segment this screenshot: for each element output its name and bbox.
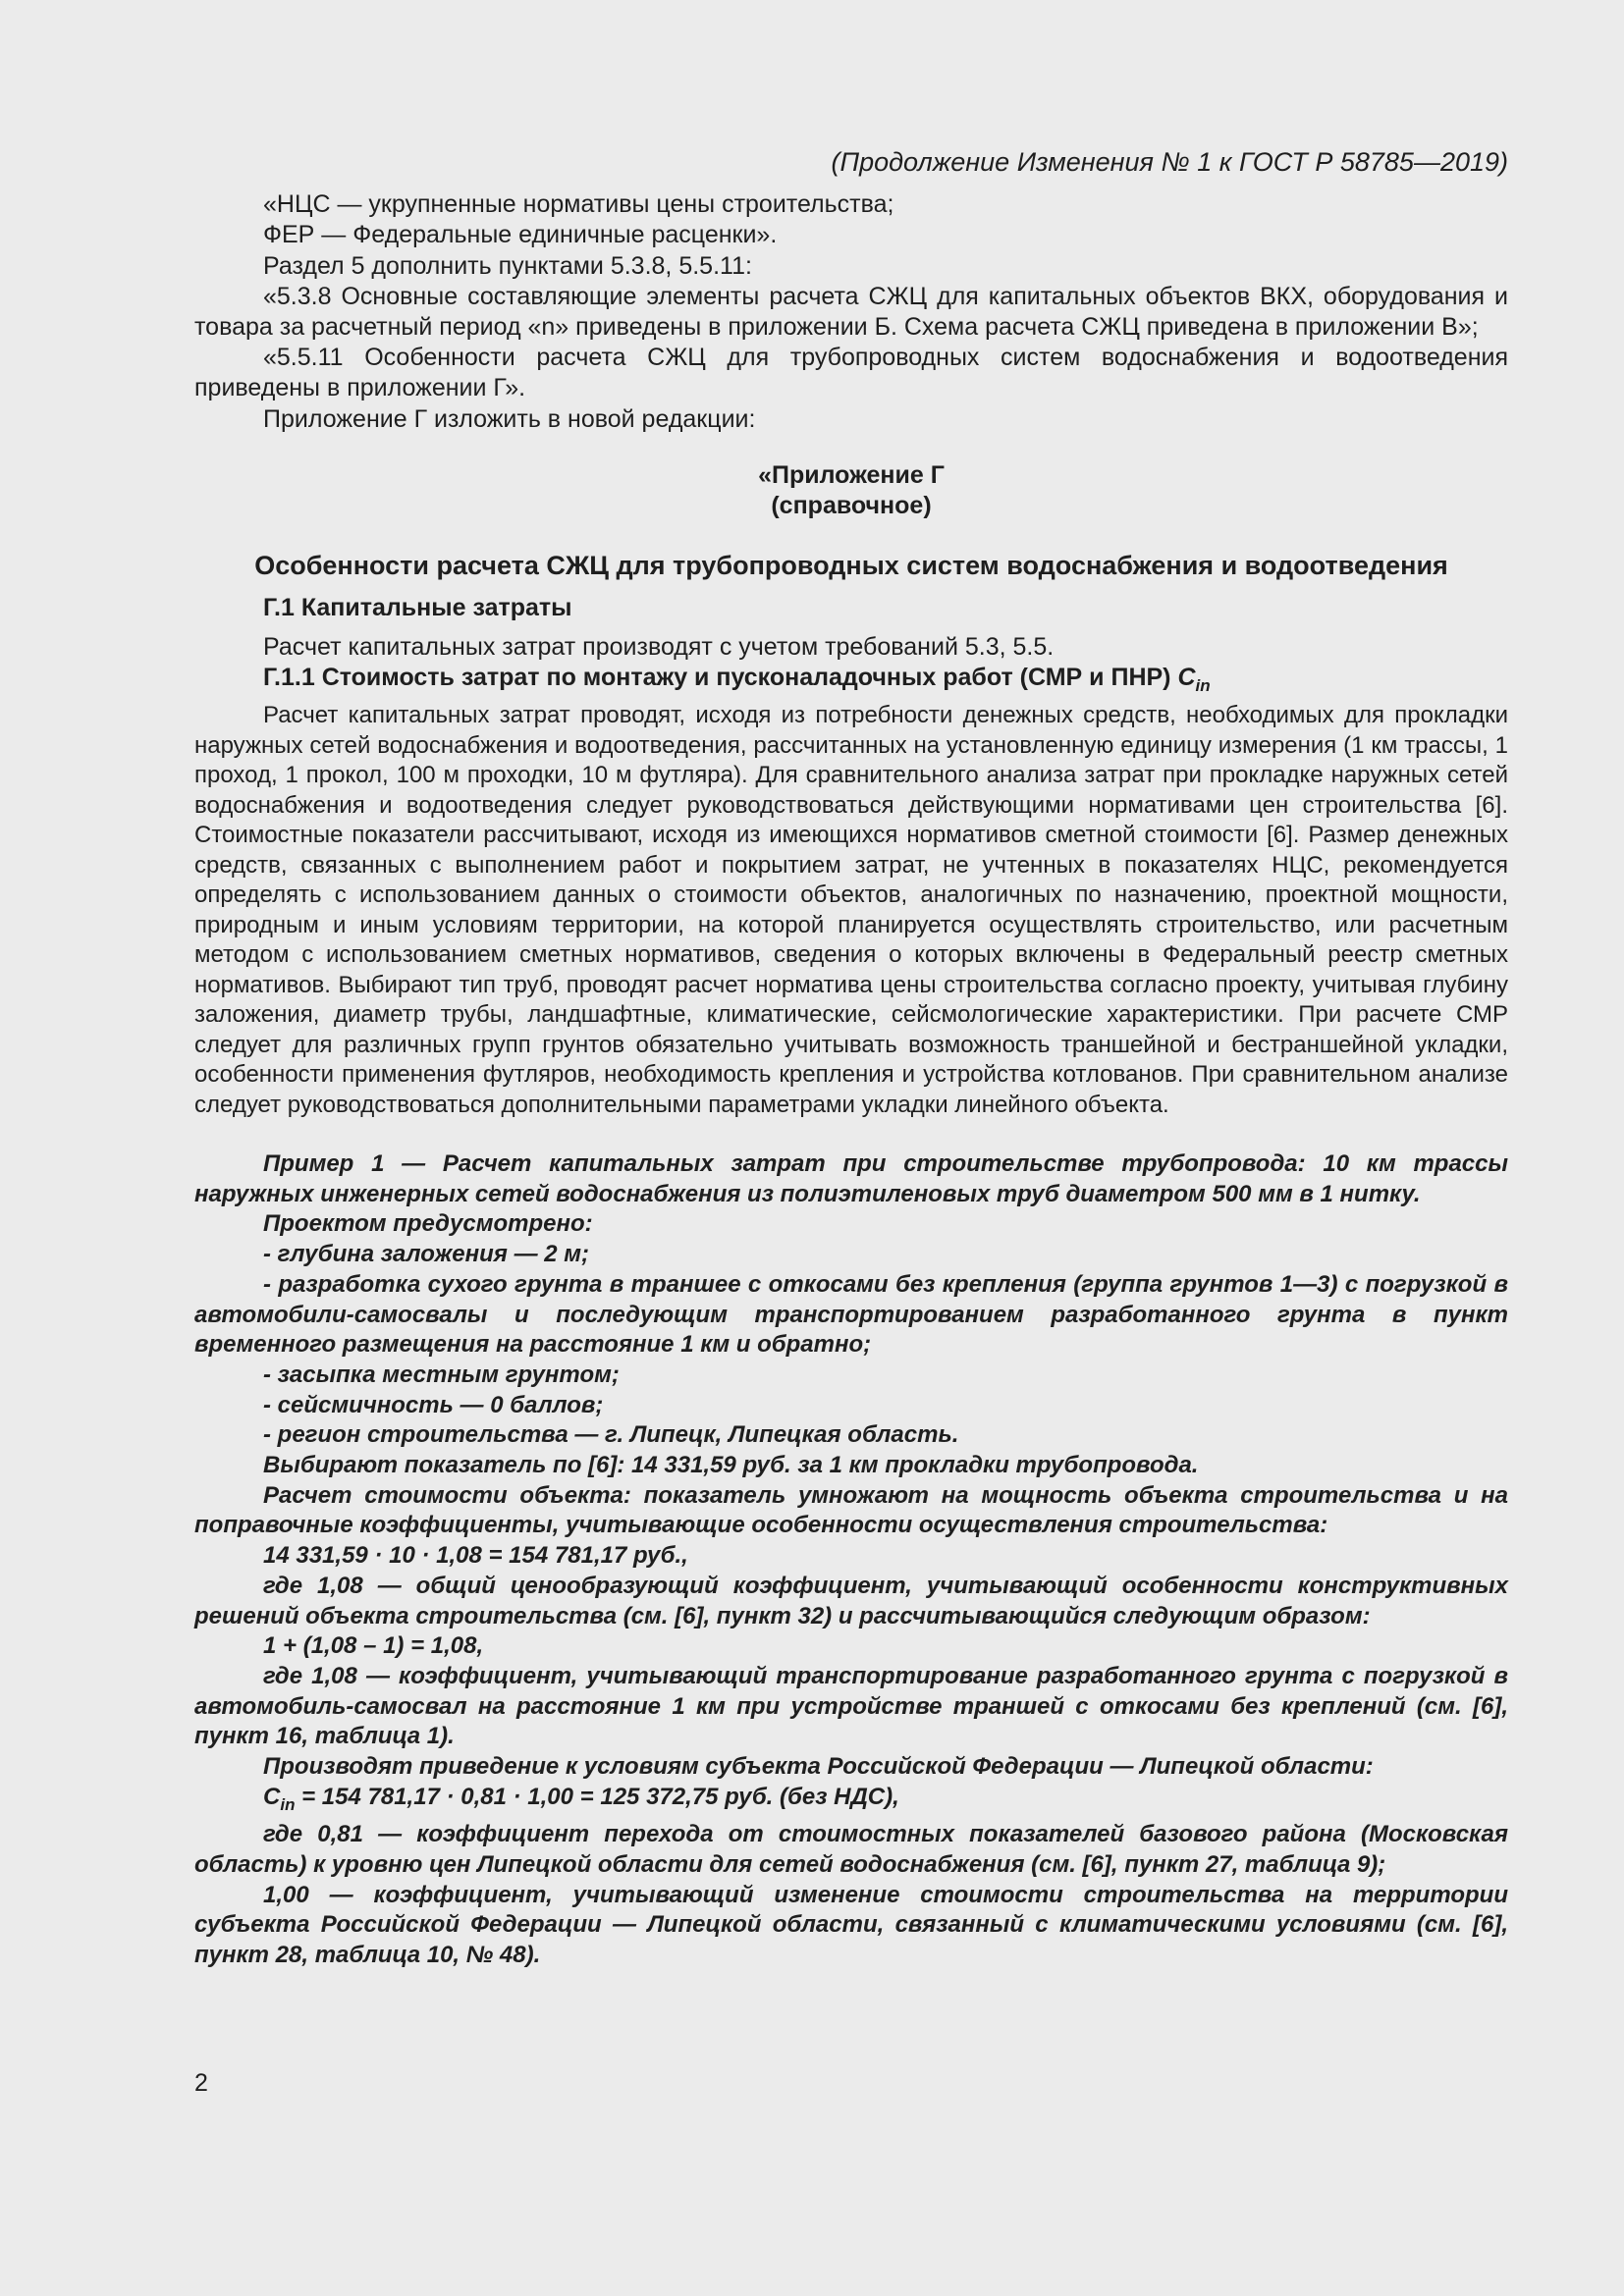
annex-title: «Приложение Г <box>758 460 945 489</box>
example-formula: 14 331,59 · 10 · 1,08 = 154 781,17 руб., <box>263 1542 688 1570</box>
example-line: - засыпка местным грунтом; <box>263 1361 620 1388</box>
section-title: Особенности расчета СЖЦ для трубопроводных систем водоснабжения и водоотведения <box>254 551 1448 581</box>
example-line: Проектом предусмотрено: <box>263 1210 593 1238</box>
intro-line-3: Раздел 5 дополнить пунктами 5.3.8, 5.5.11: <box>263 251 752 280</box>
intro-line-annex: Приложение Г изложить в новой редакции: <box>263 404 756 433</box>
example-line: где 1,08 — коэффициент, учитывающий транспортирование разработанного грунта с погрузкой в автомобиль-самосвал на расстояние 1 км при устройстве траншей с откосами без креплений (см. [6], пункт 16, таблица 1). <box>194 1663 1508 1750</box>
example-block <box>194 1149 1508 1971</box>
example-line: 1,00 — коэффициент, учитывающий изменение стоимости строительства на территории субъекта Российской Федерации — Липецкой области, связанный с климатическими условиями (см. [6], пункт 28, таблица 10, № 48). <box>194 1881 1508 1969</box>
example-formula: 1 + (1,08 – 1) = 1,08, <box>263 1632 484 1660</box>
example-line: - разработка сухого грунта в траншее с откосами без крепления (группа грунтов 1—3) с погрузкой в автомобили-самосвалы и последующим транспортированием разработанного грунта в пункт временного размещения на расстояние 1 км и обратно; <box>194 1270 1508 1359</box>
intro-paragraph-538: «5.3.8 Основные составляющие элементы расчета СЖЦ для капитальных объектов ВКХ, оборудования и товара за расчетный период «n» приведены в приложении Б. Схема расчета СЖЦ приведена в приложении В»; <box>194 282 1508 342</box>
example-line: - сейсмичность — 0 баллов; <box>263 1391 604 1418</box>
example-line: Выбирают показатель по [6]: 14 331,59 руб. за 1 км прокладки трубопровода. <box>263 1452 1199 1479</box>
example-line: где 0,81 — коэффициент перехода от стоимостных показателей базового района (Московская область) к уровню цен Липецкой области для сетей водоснабжения (см. [6], пункт 27, таблица 9); <box>194 1821 1508 1879</box>
running-header: (Продолжение Изменения № 1 к ГОСТ Р 58785—2019) <box>831 147 1508 177</box>
example-line: - глубина заложения — 2 м; <box>263 1241 590 1268</box>
intro-paragraph-5511: «5.5.11 Особенности расчета СЖЦ для трубопроводных систем водоснабжения и водоотведения приведены в приложении Г». <box>194 344 1508 402</box>
intro-line-2: ФЕР — Федеральные единичные расценки». <box>263 221 778 249</box>
g11-text: Расчет капитальных затрат проводят, исходя из потребности денежных средств, необходимых для прокладки наружных сетей водоснабжения и водоотведения, рассчитанных на установленную единицу измерения (1 км трассы, 1 проход, 1 прокол, 100 м проходки, 10 м футляра). Для сравнительного анализа затрат при прокладке наружных сетей водоснабжения и водоотведения следует руководствоваться действующими нормативами цен строительства [6]. Стоимостные показатели рассчитывают, исходя из имеющихся нормативов сметной стоимости [6]. Размер денежных средств, связанных с выполнением работ и покрытием затрат, не учтенных в показателях НЦС, рекомендуется определять с использованием данных о стоимости объектов, аналогичных по назначению, проектной мощности, природным и иным условиям территории, на которой планируется осуществлять строительство, или расчетным методом с использованием сметных нормативов, сведения о которых включены в Федеральный реестр сметных нормативов. Выбирают тип труб, проводят расчет норматива цены строительства согласно проекту, учитывая глубину заложения, диаметр трубы, ландшафтные, климатические, сейсмологические характеристики. При расчете СМР следует для различных групп грунтов обязательно учитывать возможность траншейной и бестраншейной укладки, особенности применения футляров, необходимость крепления и устройства котлованов. При сравнительном анализе следует руководствоваться дополнительными параметрами укладки линейного объекта. <box>194 702 1508 1118</box>
intro-line-1: «НЦС — укрупненные нормативы цены строительства; <box>263 190 894 219</box>
g11-heading-text: Г.1.1 Стоимость затрат по монтажу и пусконаладочных работ (СМР и ПНР) <box>263 663 1171 691</box>
page-number: 2 <box>194 2069 208 2097</box>
example-cin-formula: $C_{in} = 154$ 781,17 · 0,81 · 1,00 = 125 372,75 руб. (без НДС), <box>263 1783 899 1814</box>
cin-symbol: $C_{in}$ <box>1177 663 1211 695</box>
annex-heading <box>194 460 1508 521</box>
g1-heading: Г.1 Капитальные затраты <box>263 594 572 622</box>
example-line: Производят приведение к условиям субъекта Российской Федерации — Липецкой области: <box>263 1753 1374 1781</box>
g1-text: Расчет капитальных затрат производят с учетом требований 5.3, 5.5. <box>263 632 1055 661</box>
annex-subtitle: (справочное) <box>771 492 932 520</box>
example-line: Расчет стоимости объекта: показатель умножают на мощность объекта строительства и на поправочные коэффициенты, учитывающие особенности осуществления строительства: <box>194 1481 1508 1539</box>
example-line: - регион строительства — г. Липецк, Липецкая область. <box>263 1421 959 1449</box>
example-title: Пример 1 — Расчет капитальных затрат при строительстве трубопровода: 10 км трассы наружных инженерных сетей водоснабжения из полиэтиленовых труб диаметром 500 мм в 1 нитку. <box>194 1150 1508 1207</box>
g11-heading <box>194 663 1508 701</box>
page-content <box>194 147 1508 1971</box>
example-line: где 1,08 — общий ценообразующий коэффициент, учитывающий особенности конструктивных решений объекта строительства (см. [6], пункт 32) и рассчитывающийся следующим образом: <box>194 1572 1508 1629</box>
